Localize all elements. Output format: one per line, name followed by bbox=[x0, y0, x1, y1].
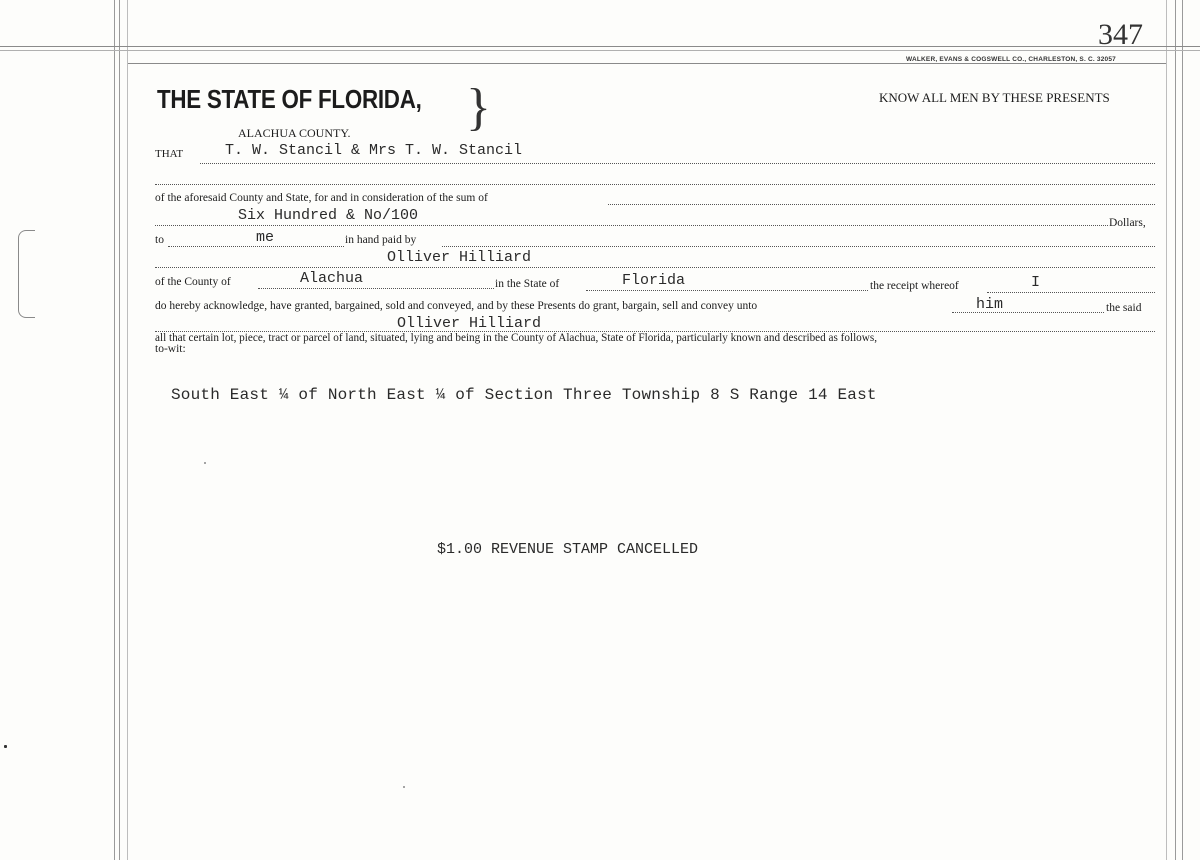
sum-leader bbox=[155, 225, 1108, 226]
acknowledge-text: do hereby acknowledge, have granted, bargained, sold and conveyed, and by these Presents do grant, bargain, sell and convey unto bbox=[155, 300, 758, 312]
brace-mark: } bbox=[466, 79, 491, 136]
county-value: Alachua bbox=[300, 270, 364, 287]
land-description: South East ¼ of North East ¼ of Section Three Township 8 S Range 14 East bbox=[171, 386, 877, 404]
binding-rail-right bbox=[1175, 0, 1176, 860]
to-value: me bbox=[256, 229, 275, 246]
consideration-leader bbox=[608, 204, 1155, 205]
page-number: 347 bbox=[1098, 18, 1143, 51]
payer-leader-2 bbox=[155, 267, 1155, 268]
receipt-label: the receipt whereof bbox=[870, 280, 959, 292]
grantors-value: T. W. Stancil & Mrs T. W. Stancil bbox=[225, 142, 523, 159]
page-margin-left bbox=[127, 0, 128, 860]
sum-value: Six Hundred & No/100 bbox=[238, 207, 419, 224]
speck bbox=[403, 786, 405, 788]
blank-line bbox=[155, 184, 1155, 185]
state-value: Florida bbox=[622, 272, 686, 289]
receipt-value: I bbox=[1031, 274, 1041, 291]
payer-leader-1 bbox=[442, 246, 1155, 247]
county-label: ALACHUA COUNTY. bbox=[238, 126, 351, 140]
state-leader bbox=[586, 290, 868, 291]
unto-leader bbox=[952, 312, 1104, 313]
payer-value: Olliver Hilliard bbox=[387, 249, 532, 266]
the-said-label: the said bbox=[1106, 302, 1142, 314]
speck bbox=[4, 745, 7, 748]
county-of-label: of the County of bbox=[155, 276, 231, 288]
to-wit-label: to-wit: bbox=[155, 343, 186, 355]
that-leader bbox=[200, 163, 1155, 164]
to-leader bbox=[168, 246, 344, 247]
binding-rail-left-inner bbox=[119, 0, 120, 860]
county-leader bbox=[258, 288, 494, 289]
receipt-leader bbox=[987, 292, 1155, 293]
dollars-label: Dollars, bbox=[1109, 217, 1146, 229]
unto-value: him bbox=[976, 296, 1004, 313]
state-title: THE STATE OF FLORIDA, bbox=[157, 84, 422, 114]
lands-text: all that certain lot, piece, tract or parcel of land, situated, lying and being in the County of Alachua, State of Florida, particularly known and described as follows, bbox=[155, 332, 878, 344]
top-rule-2 bbox=[0, 50, 1200, 51]
punch-hole-mark bbox=[18, 230, 35, 318]
consideration-text: of the aforesaid County and State, for and in consideration of the sum of bbox=[155, 192, 488, 204]
binding-rail-left bbox=[114, 0, 115, 860]
revenue-stamp-note: $1.00 REVENUE STAMP CANCELLED bbox=[437, 541, 699, 558]
header-rule bbox=[128, 63, 1166, 64]
speck bbox=[204, 462, 206, 464]
know-all-heading: KNOW ALL MEN BY THESE PRESENTS bbox=[879, 90, 1110, 105]
binding-rail-right-outer bbox=[1182, 0, 1183, 860]
printer-line: WALKER, EVANS & COGSWELL CO., CHARLESTON, S. C. 32057 bbox=[906, 56, 1116, 63]
that-label: THAT bbox=[155, 148, 184, 160]
to-label: to bbox=[155, 234, 164, 246]
grantee-value: Olliver Hilliard bbox=[397, 315, 542, 332]
paid-by-label: in hand paid by bbox=[345, 234, 417, 246]
page-margin-right bbox=[1166, 0, 1167, 860]
top-rule bbox=[0, 46, 1200, 47]
state-of-label: in the State of bbox=[495, 278, 560, 290]
